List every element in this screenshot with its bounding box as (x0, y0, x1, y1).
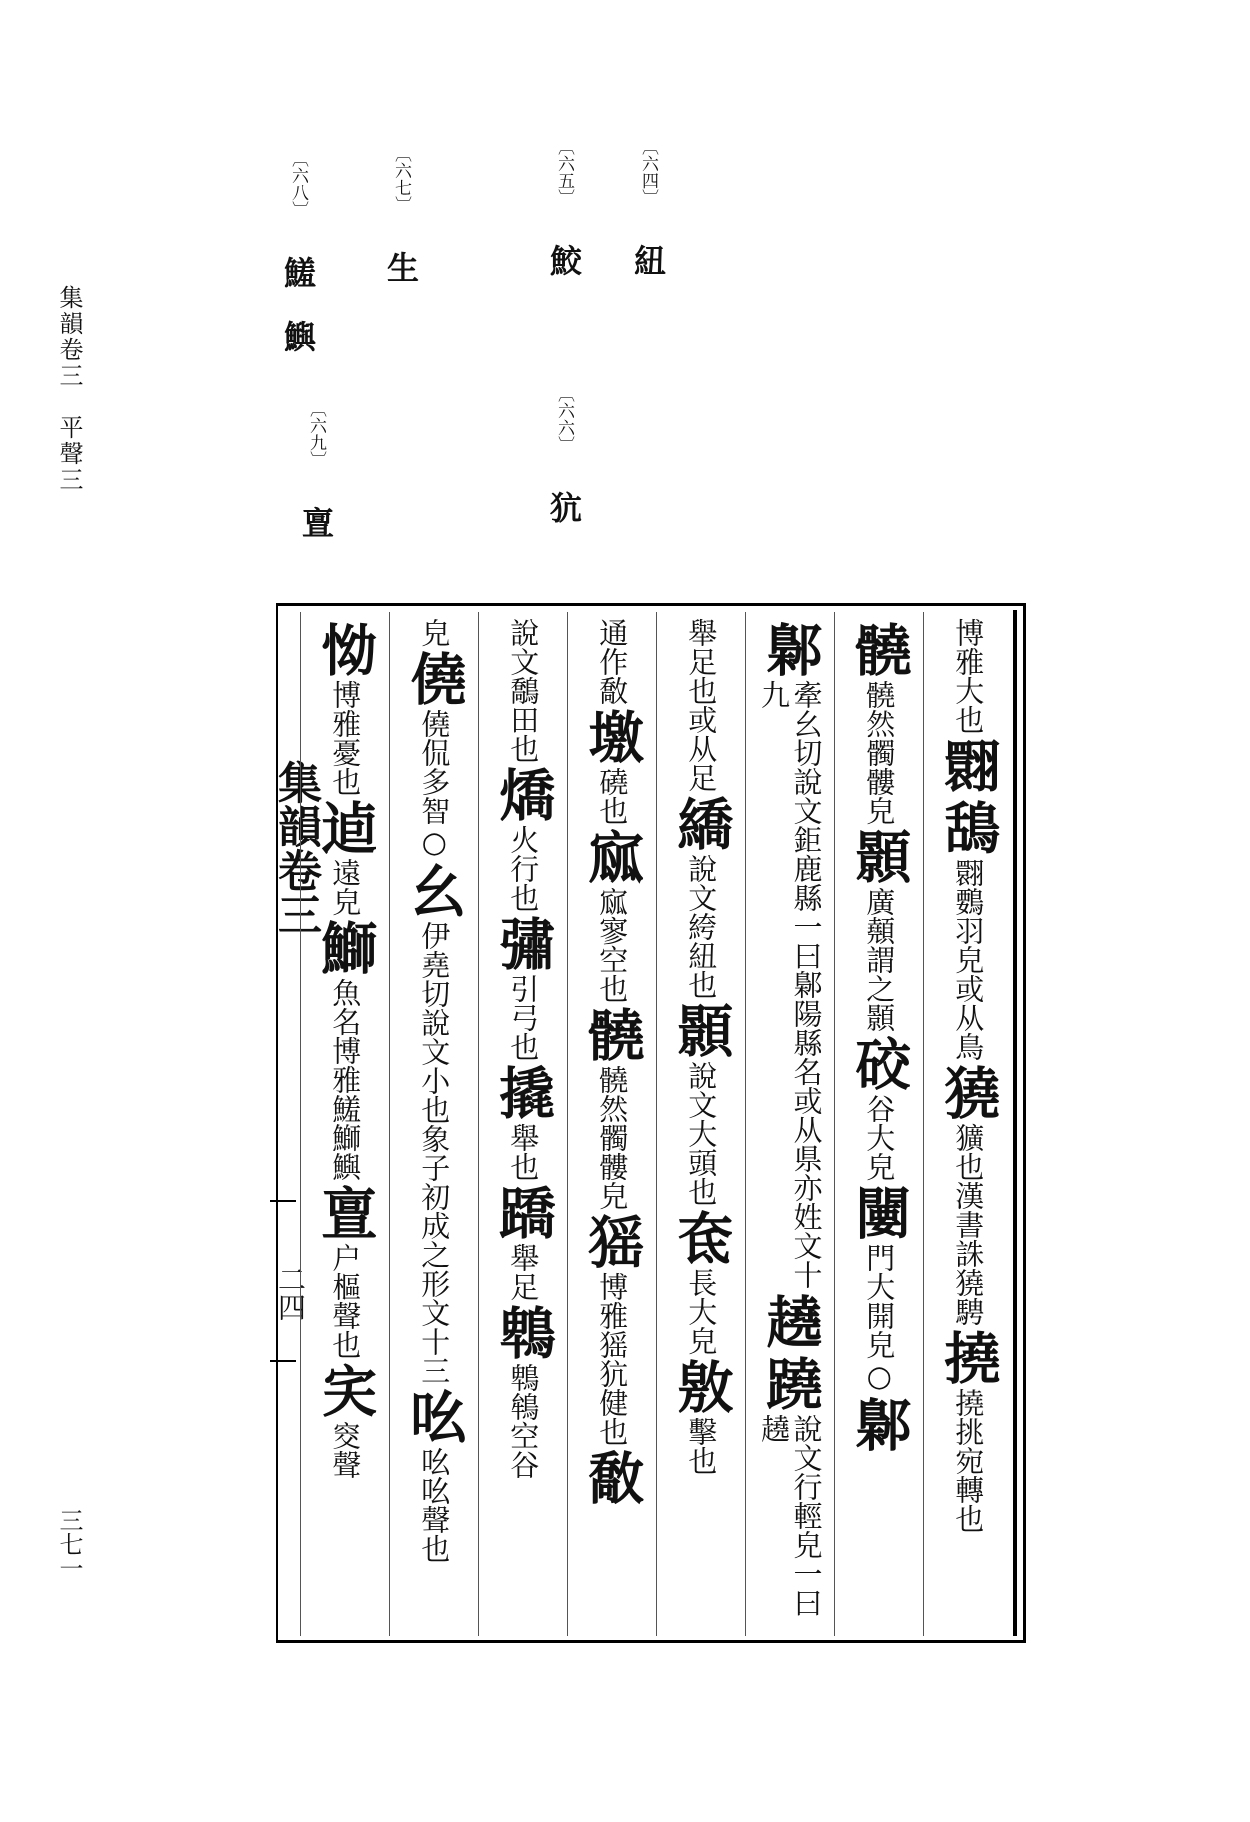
text-frame (276, 603, 1026, 1643)
gloss-text: 擊也 (684, 1417, 719, 1475)
text-column (300, 612, 389, 1636)
gloss-text: 說文行輕皃一曰趬 (757, 1414, 824, 1618)
head-character: 髐 (579, 1006, 646, 1062)
head-character: 鰤 (312, 919, 379, 975)
gloss-text: 鵯鴾空谷 (506, 1363, 541, 1479)
collation-note-66 (545, 385, 583, 523)
head-character: 獟 (935, 1064, 1002, 1120)
note-chars: 亶 (297, 506, 335, 538)
note-chars: 鱃 鱮 (279, 256, 317, 352)
gloss-text: 撓挑宛轉也 (951, 1388, 986, 1533)
banxin-leaf-number: 二四 (274, 1265, 307, 1321)
head-character: 宎 (312, 1362, 379, 1418)
gloss-text: 僥侃多智 (417, 709, 452, 825)
page-number: 三七一 (55, 1508, 83, 1580)
gloss-text: 博雅猺犺健也 (595, 1272, 630, 1446)
note-number: 〔六四〕 (638, 138, 658, 206)
gloss-text: 博雅大也 (951, 618, 986, 734)
note-number: 〔六五〕 (554, 138, 574, 206)
head-character: 僥 (401, 650, 468, 706)
gloss-text: 窔聲 (328, 1421, 363, 1479)
head-character: 墽 (579, 708, 646, 764)
gloss-text: 舉足 (506, 1243, 541, 1301)
collation-note-65 (545, 138, 583, 276)
note-number: 〔六七〕 (391, 145, 411, 213)
text-column (923, 612, 1012, 1636)
head-character: 翾 (935, 737, 1002, 793)
head-character: 撓 (935, 1329, 1002, 1385)
banxin-title: 集韻卷三 (270, 760, 321, 936)
note-chars: 紐 (629, 244, 667, 276)
collation-note-67 (382, 145, 420, 283)
collation-note-64 (629, 138, 667, 276)
gloss-text: 說文鷮田也 (506, 618, 541, 763)
gloss-text: 說文絝紐也 (684, 854, 719, 999)
collation-note-69 (297, 400, 335, 538)
note-number: 〔六八〕 (288, 150, 308, 218)
gloss-text: 博雅憂也 (328, 680, 363, 796)
gloss-text: 引弓也 (506, 974, 541, 1061)
text-column (745, 612, 834, 1636)
gloss-text: 長大皃 (684, 1268, 719, 1355)
head-character: 鵯 (490, 1304, 557, 1360)
text-column (389, 612, 478, 1636)
head-character: 趬 (757, 1293, 824, 1350)
head-character: 怮 (312, 621, 379, 677)
head-character: 吆 (401, 1388, 468, 1444)
gloss-text: 伊堯切說文小也象子初成之形文十三 (417, 921, 452, 1385)
head-character: 䂭 (846, 1035, 913, 1091)
gloss-text: 牽幺切說文鉅鹿縣一曰鄡陽縣名或从県亦姓文十九 (757, 680, 824, 1289)
note-number: 〔六六〕 (554, 385, 574, 453)
head-character: 彇 (490, 915, 557, 971)
head-character: 逌 (312, 799, 379, 855)
gloss-text: 說文大頭也 (684, 1061, 719, 1206)
gloss-text: 門大開皃 (862, 1243, 897, 1359)
collation-note-68 (279, 150, 317, 352)
note-number: 〔六九〕 (306, 400, 326, 468)
head-character: 亶 (312, 1184, 379, 1240)
gloss-text: 吆吆聲也 (417, 1447, 452, 1563)
text-column (834, 612, 923, 1636)
gloss-text: 通作敿 (595, 618, 630, 705)
gloss-text: 谷大皃 (862, 1094, 897, 1181)
gloss-text: 磽也 (595, 767, 630, 825)
gloss-text: 舉足也或从足 (684, 618, 719, 792)
head-character: 顥 (846, 828, 913, 884)
gloss-text: 翾䳩羽皃或从鳥 (951, 858, 986, 1061)
gloss-text: 寙寥空也 (595, 887, 630, 1003)
gloss-text: 火行也 (506, 825, 541, 912)
head-character: 顥 (668, 1002, 735, 1058)
head-character: 繑 (668, 795, 735, 851)
head-character: 蹻 (490, 1184, 557, 1240)
gloss-text: 魚名博雅鱃鰤鱮 (328, 978, 363, 1181)
note-chars: 鮫 (545, 244, 583, 276)
head-character: 鴰 (935, 799, 1002, 855)
gloss-text: 遠皃 (328, 858, 363, 916)
note-chars: 生 (382, 251, 420, 283)
head-character: 敫 (668, 1358, 735, 1414)
gloss-text: ○ (862, 1359, 897, 1393)
note-chars: 犺 (545, 491, 583, 523)
head-character: 猺 (579, 1213, 646, 1269)
head-character: 鄡 (757, 621, 824, 677)
head-character: 髐 (846, 621, 913, 677)
gloss-text: 廣顤謂之顥 (862, 887, 897, 1032)
text-column (656, 612, 745, 1636)
gloss-text: 皃 (417, 618, 452, 647)
head-character: 鄡 (846, 1396, 913, 1452)
head-character: 撬 (490, 1064, 557, 1120)
gloss-text: 獷也漢書誅獟騁 (951, 1123, 986, 1326)
head-character: 奃 (668, 1209, 735, 1265)
gloss-text: 髐然髑髏皃 (862, 680, 897, 825)
gloss-text: ○ (417, 825, 452, 859)
head-character: 蹺 (757, 1355, 824, 1412)
head-character: 燆 (490, 766, 557, 822)
gloss-text: 户樞聲也 (328, 1243, 363, 1359)
head-character: 闄 (846, 1184, 913, 1240)
gloss-text: 舉也 (506, 1123, 541, 1181)
text-column (567, 612, 656, 1636)
gloss-text: 髐然髑髏皃 (595, 1065, 630, 1210)
head-character: 幺 (401, 862, 468, 918)
text-column (478, 612, 567, 1636)
running-header: 集韻卷三 平聲三 (55, 285, 83, 493)
head-character: 敿 (579, 1449, 646, 1505)
head-character: 寙 (579, 828, 646, 884)
